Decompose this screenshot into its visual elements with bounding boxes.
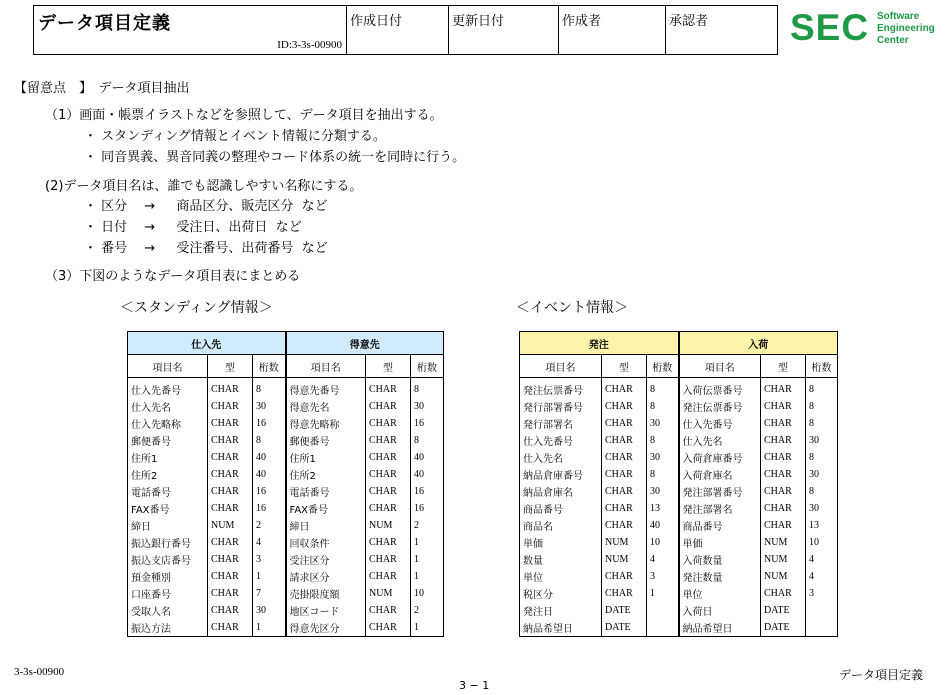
item-name-cell: 単価 xyxy=(520,534,602,551)
title-cell xyxy=(34,6,347,54)
table-row xyxy=(128,517,444,534)
digits-cell: 40 xyxy=(253,466,286,483)
item-name-cell: 預金種別 xyxy=(128,568,208,585)
table-row xyxy=(520,466,838,483)
type-cell: CHAR xyxy=(602,432,647,449)
item-name-cell: 請求区分 xyxy=(286,568,366,585)
table-row xyxy=(520,602,838,619)
digits-cell: 30 xyxy=(647,483,679,500)
table-row xyxy=(128,585,444,602)
item-name-cell: 商品番号 xyxy=(679,517,761,534)
type-cell: DATE xyxy=(761,619,806,637)
item-name-cell: 商品番号 xyxy=(520,500,602,517)
type-cell: CHAR xyxy=(366,619,411,637)
group-header-order: 発注 xyxy=(520,332,679,355)
footer-doc-title: データ項目定義 xyxy=(839,668,924,682)
column-header: 項目名 xyxy=(286,355,366,378)
item-name-cell: 住所2 xyxy=(286,466,366,483)
table-row xyxy=(128,378,444,399)
item-name-cell: FAX番号 xyxy=(286,500,366,517)
digits-cell: 8 xyxy=(806,483,838,500)
type-cell: CHAR xyxy=(208,466,253,483)
item-name-cell: 入荷倉庫名 xyxy=(679,466,761,483)
approver-cell xyxy=(666,6,777,54)
type-cell: CHAR xyxy=(366,378,411,399)
item-name-cell: 仕入先番号 xyxy=(679,415,761,432)
digits-cell xyxy=(806,602,838,619)
type-cell: CHAR xyxy=(366,500,411,517)
type-cell: CHAR xyxy=(208,449,253,466)
item-name-cell: 得意先略称 xyxy=(286,415,366,432)
type-cell: CHAR xyxy=(366,432,411,449)
type-cell: CHAR xyxy=(761,483,806,500)
item-name-cell: 入荷倉庫番号 xyxy=(679,449,761,466)
digits-cell: 3 xyxy=(647,568,679,585)
digits-cell: 30 xyxy=(806,500,838,517)
column-header: 桁数 xyxy=(411,355,444,378)
item-name-cell: 口座番号 xyxy=(128,585,208,602)
digits-cell: 3 xyxy=(253,551,286,568)
column-header: 桁数 xyxy=(647,355,679,378)
table-row xyxy=(128,534,444,551)
item-name-cell: 電話番号 xyxy=(128,483,208,500)
digits-cell: 40 xyxy=(253,449,286,466)
type-cell: CHAR xyxy=(366,415,411,432)
type-cell: CHAR xyxy=(602,568,647,585)
type-cell: CHAR xyxy=(208,500,253,517)
digits-cell: 1 xyxy=(253,619,286,637)
column-header: 桁数 xyxy=(253,355,286,378)
item-name-cell: 発注日 xyxy=(520,602,602,619)
digits-cell: 16 xyxy=(411,483,444,500)
item-name-cell: 入荷日 xyxy=(679,602,761,619)
item-name-cell: 発注部署番号 xyxy=(679,483,761,500)
item-name-cell: 仕入先略称 xyxy=(128,415,208,432)
type-cell: CHAR xyxy=(602,398,647,415)
digits-cell: 4 xyxy=(806,551,838,568)
digits-cell: 8 xyxy=(253,432,286,449)
type-cell: DATE xyxy=(602,619,647,637)
column-header: 型 xyxy=(208,355,253,378)
type-cell: CHAR xyxy=(208,378,253,399)
group-header-supplier: 仕入先 xyxy=(128,332,286,355)
type-cell: CHAR xyxy=(208,534,253,551)
item-name-cell: 仕入先名 xyxy=(128,398,208,415)
document-title: データ項目定義 xyxy=(38,13,171,34)
type-cell: NUM xyxy=(761,551,806,568)
item-name-cell: 発注数量 xyxy=(679,568,761,585)
item-name-cell: 単位 xyxy=(520,568,602,585)
event-info-label: ＜イベント情報＞ xyxy=(516,300,628,316)
type-cell: CHAR xyxy=(602,466,647,483)
digits-cell: 13 xyxy=(647,500,679,517)
digits-cell: 2 xyxy=(253,517,286,534)
item-name-cell: 住所1 xyxy=(286,449,366,466)
digits-cell: 1 xyxy=(411,568,444,585)
digits-cell: 8 xyxy=(806,415,838,432)
type-cell: CHAR xyxy=(208,483,253,500)
table-row xyxy=(520,517,838,534)
digits-cell: 8 xyxy=(647,432,679,449)
updated-date-cell xyxy=(449,6,559,54)
table-row xyxy=(128,466,444,483)
item-name-cell: 得意先番号 xyxy=(286,378,366,399)
type-cell: CHAR xyxy=(602,517,647,534)
digits-cell: 8 xyxy=(647,378,679,399)
digits-cell: 30 xyxy=(647,415,679,432)
item-name-cell: 発行部署名 xyxy=(520,415,602,432)
type-cell: NUM xyxy=(366,585,411,602)
created-date-cell xyxy=(347,6,449,54)
table-row xyxy=(128,602,444,619)
digits-cell xyxy=(806,619,838,637)
type-cell: CHAR xyxy=(602,483,647,500)
item-name-cell: FAX番号 xyxy=(128,500,208,517)
section-heading: 【留意点 】 データ項目抽出 xyxy=(14,81,190,96)
author-cell xyxy=(559,6,666,54)
type-cell: CHAR xyxy=(366,534,411,551)
point-2: (2)データ項目名は、誰でも認識しやすい名称にする。 xyxy=(45,179,363,194)
item-name-cell: 仕入先番号 xyxy=(128,378,208,399)
table-row xyxy=(520,449,838,466)
item-name-cell: 受取人名 xyxy=(128,602,208,619)
column-header: 型 xyxy=(602,355,647,378)
item-name-cell: 締日 xyxy=(128,517,208,534)
item-name-cell: 売掛限度額 xyxy=(286,585,366,602)
type-cell: DATE xyxy=(761,602,806,619)
digits-cell: 8 xyxy=(806,378,838,399)
type-cell: NUM xyxy=(602,551,647,568)
item-name-cell: 仕入先番号 xyxy=(520,432,602,449)
digits-cell: 16 xyxy=(411,500,444,517)
point-1-bullet-2: ・ 同音異義、異音同義の整理やコード体系の統一を同時に行う。 xyxy=(84,150,466,165)
digits-cell: 30 xyxy=(647,449,679,466)
digits-cell: 4 xyxy=(647,551,679,568)
digits-cell: 8 xyxy=(411,432,444,449)
type-cell: CHAR xyxy=(761,415,806,432)
table-row xyxy=(520,500,838,517)
event-info-table xyxy=(519,331,838,637)
type-cell: CHAR xyxy=(366,449,411,466)
table-row xyxy=(520,568,838,585)
item-name-cell: 住所2 xyxy=(128,466,208,483)
digits-cell: 10 xyxy=(411,585,444,602)
type-cell: CHAR xyxy=(366,398,411,415)
approver-label: 承認者 xyxy=(669,14,709,29)
column-header: 項目名 xyxy=(679,355,761,378)
updated-date-label: 更新日付 xyxy=(452,14,505,29)
digits-cell: 30 xyxy=(253,602,286,619)
item-name-cell: 商品名 xyxy=(520,517,602,534)
digits-cell: 30 xyxy=(806,432,838,449)
digits-cell: 1 xyxy=(411,534,444,551)
point-1-bullet-1: ・ スタンディング情報とイベント情報に分類する。 xyxy=(84,129,386,144)
sec-logo-subtitle: Software Engineering Center xyxy=(877,11,935,46)
type-cell: CHAR xyxy=(761,378,806,399)
table-row xyxy=(520,483,838,500)
table-row xyxy=(128,415,444,432)
point-3: （3）下図のようなデータ項目表にまとめる xyxy=(45,269,301,284)
table-row xyxy=(520,534,838,551)
digits-cell: 16 xyxy=(253,415,286,432)
type-cell: NUM xyxy=(761,568,806,585)
type-cell: CHAR xyxy=(208,551,253,568)
item-name-cell: 受注区分 xyxy=(286,551,366,568)
item-name-cell: 入荷数量 xyxy=(679,551,761,568)
document-header xyxy=(33,5,778,55)
item-name-cell: 納品倉庫番号 xyxy=(520,466,602,483)
digits-cell: 10 xyxy=(806,534,838,551)
item-name-cell: 締日 xyxy=(286,517,366,534)
type-cell: CHAR xyxy=(208,602,253,619)
item-name-cell: 数量 xyxy=(520,551,602,568)
type-cell: CHAR xyxy=(602,415,647,432)
digits-cell: 8 xyxy=(647,398,679,415)
type-cell: CHAR xyxy=(208,619,253,637)
point-2-bullet-3: ・ 番号 → 受注番号、出荷番号 など xyxy=(84,241,328,256)
sec-logo-mark: SEC xyxy=(790,7,870,48)
point-1: （1）画面・帳票イラストなどを参照して、データ項目を抽出する。 xyxy=(45,108,443,123)
item-name-cell: 住所1 xyxy=(128,449,208,466)
item-name-cell: 単位 xyxy=(679,585,761,602)
column-header: 型 xyxy=(761,355,806,378)
type-cell: CHAR xyxy=(761,517,806,534)
type-cell: CHAR xyxy=(761,449,806,466)
table-row xyxy=(128,619,444,637)
footer-doc-id: 3-3s-00900 xyxy=(14,666,65,678)
type-cell: CHAR xyxy=(366,551,411,568)
column-header: 型 xyxy=(366,355,411,378)
item-name-cell: 回収条件 xyxy=(286,534,366,551)
type-cell: CHAR xyxy=(602,378,647,399)
type-cell: CHAR xyxy=(761,585,806,602)
table-row xyxy=(128,432,444,449)
digits-cell: 40 xyxy=(411,449,444,466)
table-row xyxy=(128,568,444,585)
table-row xyxy=(520,432,838,449)
table-row xyxy=(128,398,444,415)
item-name-cell: 税区分 xyxy=(520,585,602,602)
item-name-cell: 発注部署名 xyxy=(679,500,761,517)
digits-cell: 16 xyxy=(253,500,286,517)
item-name-cell: 発行部署番号 xyxy=(520,398,602,415)
digits-cell: 1 xyxy=(253,568,286,585)
group-header-receiving: 入荷 xyxy=(679,332,838,355)
item-name-cell: 仕入先名 xyxy=(679,432,761,449)
digits-cell: 10 xyxy=(647,534,679,551)
type-cell: CHAR xyxy=(761,398,806,415)
group-header-customer: 得意先 xyxy=(286,332,444,355)
digits-cell: 8 xyxy=(647,466,679,483)
digits-cell: 1 xyxy=(411,551,444,568)
digits-cell: 40 xyxy=(411,466,444,483)
column-header: 桁数 xyxy=(806,355,838,378)
type-cell: DATE xyxy=(602,602,647,619)
item-name-cell: 振込方法 xyxy=(128,619,208,637)
type-cell: CHAR xyxy=(761,466,806,483)
type-cell: NUM xyxy=(208,517,253,534)
table-row xyxy=(520,378,838,399)
item-name-cell: 地区コード xyxy=(286,602,366,619)
type-cell: CHAR xyxy=(208,585,253,602)
created-date-label: 作成日付 xyxy=(350,14,403,29)
type-cell: CHAR xyxy=(761,432,806,449)
digits-cell xyxy=(647,619,679,637)
item-name-cell: 振込銀行番号 xyxy=(128,534,208,551)
item-name-cell: 電話番号 xyxy=(286,483,366,500)
item-name-cell: 入荷伝票番号 xyxy=(679,378,761,399)
digits-cell xyxy=(647,602,679,619)
table-row xyxy=(128,551,444,568)
table-row xyxy=(128,449,444,466)
item-name-cell: 仕入先名 xyxy=(520,449,602,466)
digits-cell: 16 xyxy=(253,483,286,500)
type-cell: CHAR xyxy=(208,415,253,432)
type-cell: CHAR xyxy=(366,568,411,585)
digits-cell: 4 xyxy=(806,568,838,585)
type-cell: CHAR xyxy=(208,398,253,415)
standing-info-table xyxy=(127,331,444,637)
point-2-bullet-2: ・ 日付 → 受注日、出荷日 など xyxy=(84,220,302,235)
standing-info-label: ＜スタンディング情報＞ xyxy=(120,300,273,316)
author-label: 作成者 xyxy=(562,14,602,29)
digits-cell: 8 xyxy=(806,449,838,466)
type-cell: CHAR xyxy=(208,568,253,585)
table-row xyxy=(520,415,838,432)
digits-cell: 16 xyxy=(411,415,444,432)
digits-cell: 3 xyxy=(806,585,838,602)
type-cell: NUM xyxy=(761,534,806,551)
table-row xyxy=(128,483,444,500)
item-name-cell: 得意先名 xyxy=(286,398,366,415)
digits-cell: 1 xyxy=(411,619,444,637)
type-cell: NUM xyxy=(366,517,411,534)
item-name-cell: 納品倉庫名 xyxy=(520,483,602,500)
table-row xyxy=(520,398,838,415)
table-row xyxy=(520,551,838,568)
item-name-cell: 単価 xyxy=(679,534,761,551)
digits-cell: 30 xyxy=(806,466,838,483)
type-cell: CHAR xyxy=(602,585,647,602)
type-cell: CHAR xyxy=(208,432,253,449)
document-id: ID:3-3s-00900 xyxy=(277,39,342,51)
digits-cell: 8 xyxy=(253,378,286,399)
column-header: 項目名 xyxy=(520,355,602,378)
digits-cell: 2 xyxy=(411,602,444,619)
digits-cell: 2 xyxy=(411,517,444,534)
type-cell: CHAR xyxy=(602,449,647,466)
type-cell: CHAR xyxy=(761,500,806,517)
digits-cell: 8 xyxy=(806,398,838,415)
item-name-cell: 納品希望日 xyxy=(679,619,761,637)
digits-cell: 30 xyxy=(253,398,286,415)
type-cell: CHAR xyxy=(366,602,411,619)
point-2-bullet-1: ・ 区分 → 商品区分、販売区分 など xyxy=(84,199,328,214)
digits-cell: 40 xyxy=(647,517,679,534)
page-number: 3 − 1 xyxy=(459,679,490,692)
table-row xyxy=(520,585,838,602)
digits-cell: 4 xyxy=(253,534,286,551)
type-cell: CHAR xyxy=(366,483,411,500)
item-name-cell: 発注伝票番号 xyxy=(679,398,761,415)
digits-cell: 7 xyxy=(253,585,286,602)
table-row xyxy=(128,500,444,517)
column-header: 項目名 xyxy=(128,355,208,378)
item-name-cell: 郵便番号 xyxy=(128,432,208,449)
type-cell: NUM xyxy=(602,534,647,551)
digits-cell: 13 xyxy=(806,517,838,534)
item-name-cell: 納品希望日 xyxy=(520,619,602,637)
digits-cell: 30 xyxy=(411,398,444,415)
item-name-cell: 得意先区分 xyxy=(286,619,366,637)
digits-cell: 1 xyxy=(647,585,679,602)
item-name-cell: 振込支店番号 xyxy=(128,551,208,568)
type-cell: CHAR xyxy=(602,500,647,517)
table-row xyxy=(520,619,838,637)
item-name-cell: 郵便番号 xyxy=(286,432,366,449)
digits-cell: 8 xyxy=(411,378,444,399)
type-cell: CHAR xyxy=(366,466,411,483)
item-name-cell: 発注伝票番号 xyxy=(520,378,602,399)
